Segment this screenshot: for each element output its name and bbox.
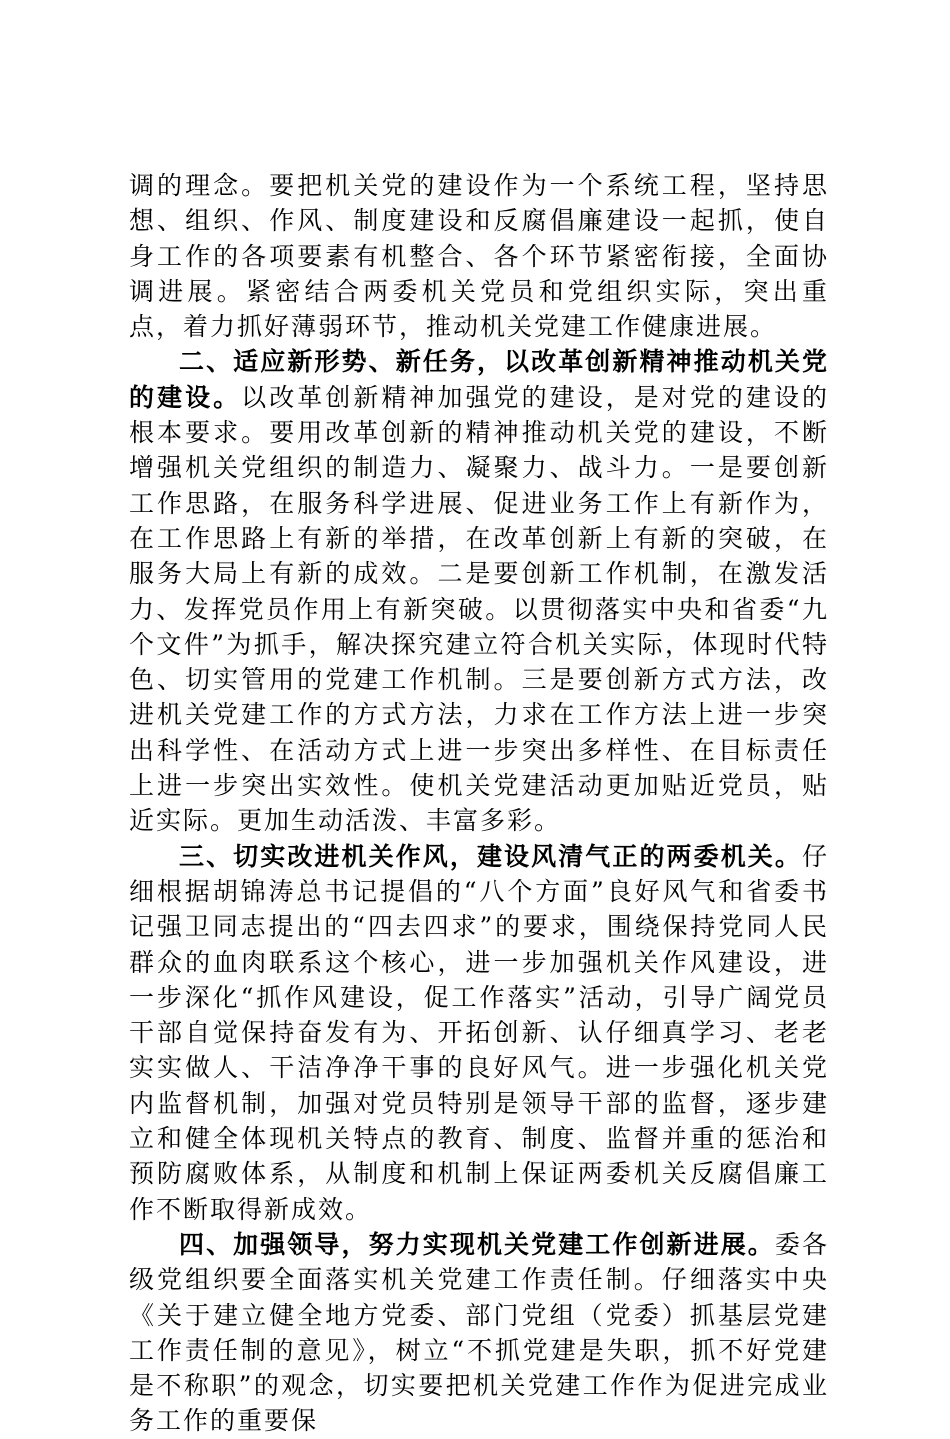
- paragraph-continuation: [129, 168, 829, 344]
- section-heading: 二、适应新形势、新任务，以改革创新精神推动机关党的建设。: [129, 347, 829, 412]
- paragraph-body: 仔细根据胡锦涛总书记提倡的“八个方面”良好风气和省委书记强卫同志提出的“四去四求”的要求，围绕保持党同人民群众的血肉联系这个核心，进一步加强机关作风建设，进一步深化“抓作风建设，促工作落实”活动，引导广阔党员干部自觉保持奋发有为、开拓创新、认仔细真学习、老老实实做人、干洁净净干事的良好风气。进一步强化机关党内监督机制，加强对党员特别是领导干部的监督，逐步建立和健全体现机关特点的教育、制度、监督并重的惩治和预防腐败体系，从制度和机制上保证两委机关反腐倡廉工作不断取得新成效。: [129, 841, 829, 1224]
- paragraph-section-4: [129, 1227, 829, 1439]
- document-body: [129, 168, 829, 1439]
- section-heading: 四、加强领导，努力实现机关党建工作创新进展。: [179, 1229, 775, 1259]
- paragraph-body: 调的理念。要把机关党的建设作为一个系统工程，坚持思想、组织、作风、制度建设和反腐倡廉建设一起抓，使自身工作的各项要素有机整合、各个环节紧密衔接，全面协调进展。紧密结合两委机关党员和党组织实际，突出重点，着力抓好薄弱环节，推动机关党建工作健康进展。: [129, 171, 829, 342]
- paragraph-body: 委各级党组织要全面落实机关党建工作责任制。仔细落实中央《关于建立健全地方党委、部门党组（党委）抓基层党建工作责任制的意见》，树立“不抓党建是失职，抓不好党建是不称职”的观念，切实要把机关党建工作作为促进完成业务工作的重要保: [129, 1229, 829, 1436]
- paragraph-section-3: [129, 839, 829, 1227]
- section-heading: 三、切实改进机关作风，建设风清气正的两委机关。: [179, 841, 802, 871]
- paragraph-body: 以改革创新精神加强党的建设，是对党的建设的根本要求。要用改革创新的精神推动机关党的建设，不断增强机关党组织的制造力、凝聚力、战斗力。一是要创新工作思路，在服务科学进展、促进业务工作上有新作为，在工作思路上有新的举措，在改革创新上有新的突破，在服务大局上有新的成效。二是要创新工作机制，在激发活力、发挥党员作用上有新突破。以贯彻落实中央和省委“九个文件”为抓手，解决探究建立符合机关实际，体现时代特色、切实管用的党建工作机制。三是要创新方式方法，改进机关党建工作的方式方法，力求在工作方法上进一步突出科学性、在活动方式上进一步突出多样性、在目标责任上进一步突出实效性。使机关党建活动更加贴近党员，贴近实际。更加生动活泼、丰富多彩。: [129, 382, 829, 836]
- paragraph-section-2: [129, 344, 829, 838]
